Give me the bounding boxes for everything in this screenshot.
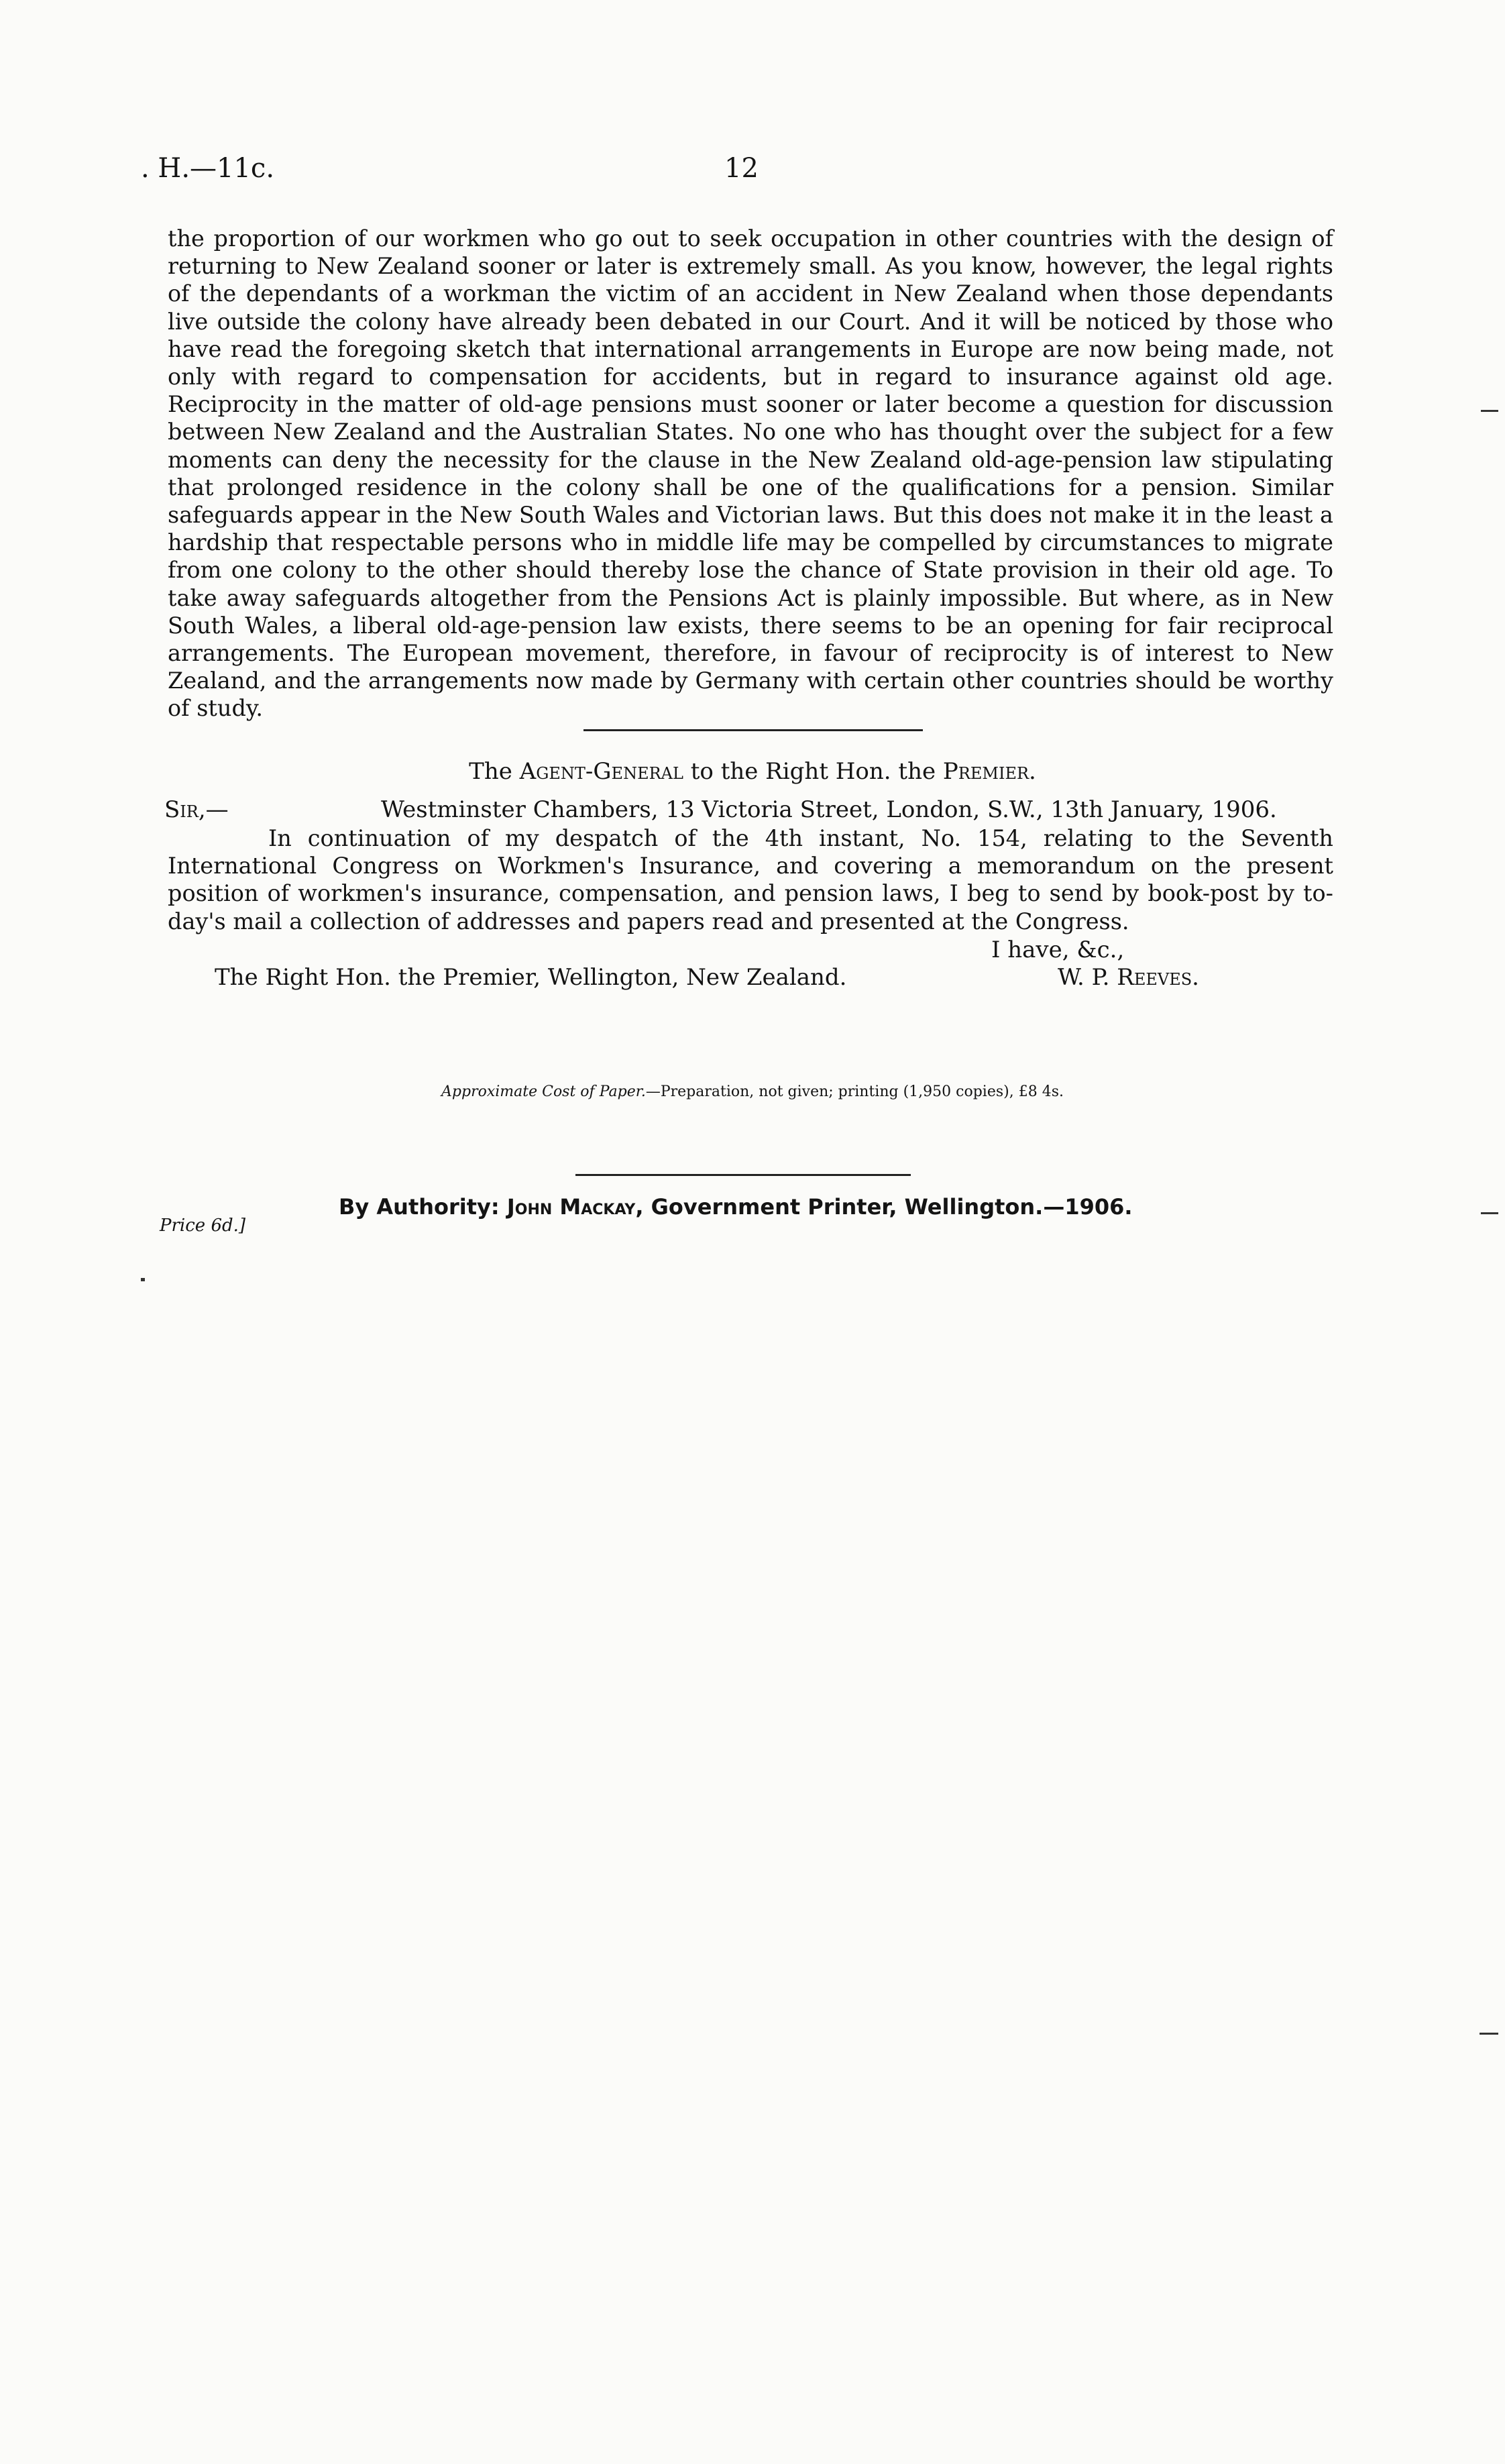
cost-text: —Preparation, not given; printing (1,950 copies), £8 4s. [645, 1083, 1064, 1100]
valediction: I have, &c., [991, 936, 1125, 963]
authority-label: By Authority: [339, 1194, 500, 1220]
letter-heading-from: Agent-General [519, 758, 683, 785]
letter-heading-pre: The [469, 758, 512, 785]
page-number: 12 [724, 153, 759, 184]
scan-mark [141, 1278, 145, 1281]
recipient-address: The Right Hon. the Premier, Wellington, New Zealand. [215, 964, 847, 991]
footer-divider [575, 1174, 911, 1176]
scan-mark [1481, 1212, 1498, 1214]
sender-address-date: Westminster Chambers, 13 Victoria Street, London, S.W., 13th January, 1906. [381, 796, 1277, 823]
body-paragraph-text: the proportion of our workmen who go out to seek occupation in other countries with the design of returning to New Zealand sooner or later is extremely small. As you know, however, the legal rights of the dependants of a workman the victim of an accident in New Zealand when those dependants live outside the colony have already been debated in our Court. And it will be noticed by those who have read the foregoing sketch that international arrangements in Europe are now being made, not only with regard to compensation for accidents, but in regard to insurance against old age. Reciprocity in the matter of old-age pensions must sooner or later become a question for discussion between New Zealand and the Australian States. No one who has thought over the subject for a few moments can deny the necessity for the clause in the New Zealand old-age-pension law stipulating that prolonged residence in the colony shall be one of the qualifications for a pension. Similar safeguards appear in the New South Wales and Victorian laws. But this does not make it in the least a hardship that respectable persons who in middle life may be compelled by circumstances to migrate from one colony to the other should thereby lose the chance of State provision in their old age. To take away safeguards altogether from the Pensions Act is plainly impossible. But where, as in New South Wales, a liberal old-age-pension law exists, there seems to be an opening for fair reciprocal arrangements. The European movement, therefore, in favour of reciprocity is of interest to New Zealand, and the arrangements now made by Germany with certain other countries should be worthy of study. [168, 225, 1333, 722]
signature-initials: W. P. [1058, 964, 1110, 991]
scan-mark [1481, 410, 1498, 412]
printer-name: John Mackay, [506, 1194, 644, 1220]
letter-heading-mid: to the Right Hon. the [690, 758, 936, 785]
signature-surname: Reeves. [1117, 964, 1199, 991]
printer-details: Government Printer, Wellington.—1906. [651, 1194, 1133, 1220]
salutation: Sir,— [164, 796, 229, 823]
price-note: Price 6d.] [160, 1216, 246, 1236]
scan-mark [1480, 2033, 1498, 2035]
section-divider [583, 729, 923, 731]
body-paragraph [168, 225, 1333, 722]
letter-body: In continuation of my despatch of the 4th instant, No. 154, relating to the Seventh International Congress on Workmen's Insurance, and covering a memorandum on the present position of workmen's insurance, compensation, and pension laws, I beg to send by book-post by to-day's mail a collection of addresses and papers read and presented at the Congress. [168, 825, 1333, 934]
cost-note [0, 1083, 1505, 1100]
signature [1058, 964, 1199, 991]
page-header [0, 153, 1505, 193]
cost-label: Approximate Cost of Paper. [441, 1083, 646, 1100]
letter-heading [0, 758, 1505, 785]
printer-imprint [339, 1194, 1133, 1220]
letter-heading-to: Premier. [942, 758, 1036, 785]
document-reference: . H.—11c. [141, 153, 275, 184]
